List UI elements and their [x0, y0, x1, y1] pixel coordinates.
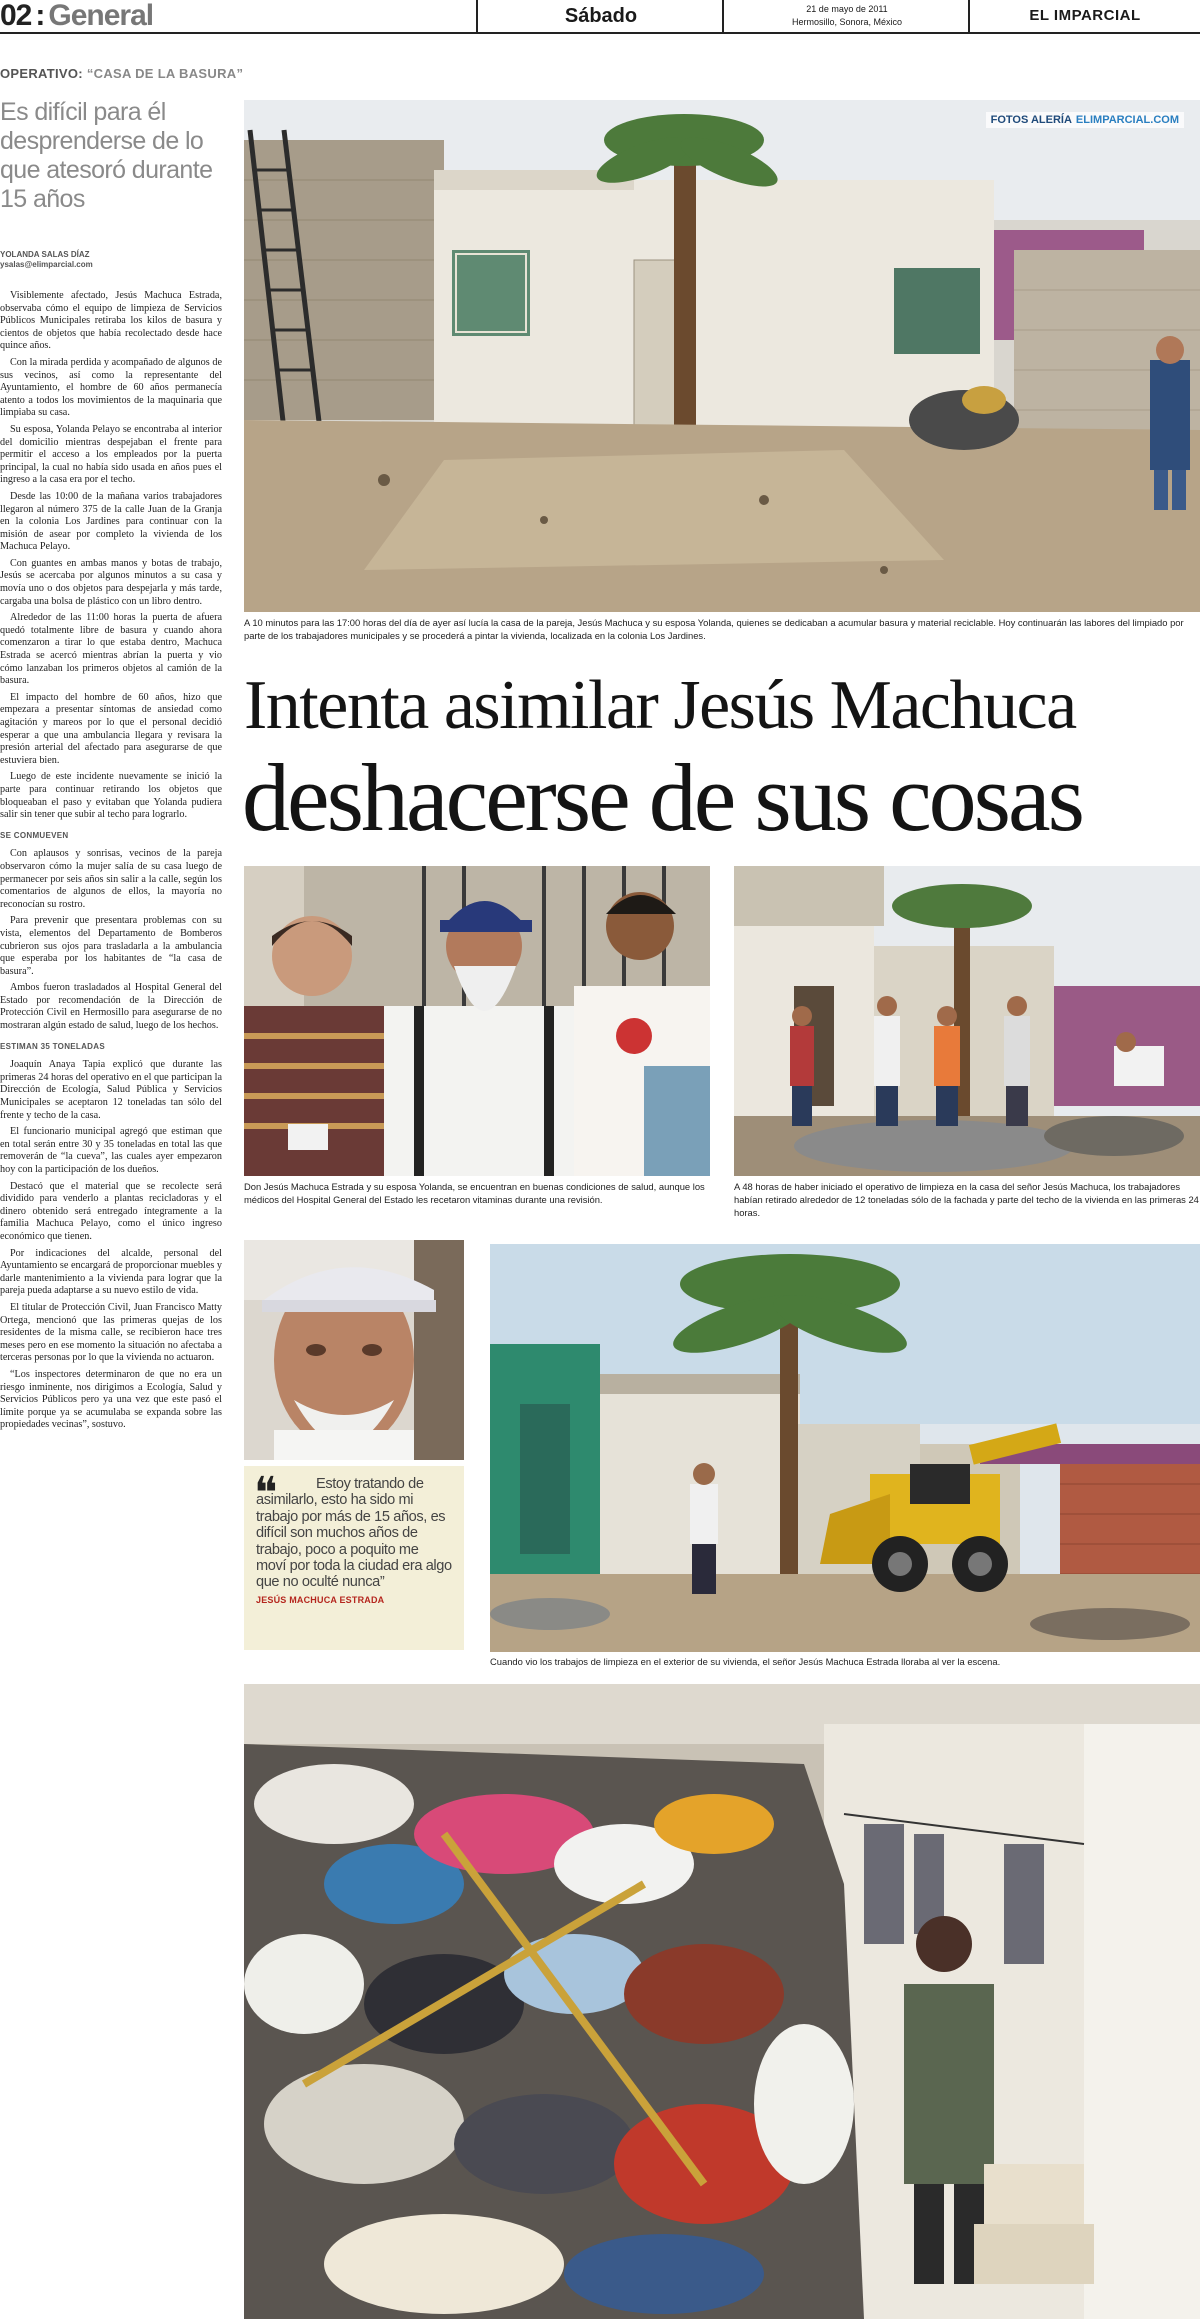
- photo-credit: [986, 112, 1184, 128]
- article-subhead: SE CONMUEVEN: [0, 830, 69, 840]
- byline-name: YOLANDA SALAS DÍAZ: [0, 250, 90, 259]
- couple-photo-caption: Don Jesús Machuca Estrada y su esposa Yolanda, se encuentran en buenas condiciones de salud, aunque los médicos del Hospital General del Estado les recetaron vitaminas durante una revisión.: [244, 1181, 705, 1205]
- article-paragraph: Alrededor de las 11:00 horas la puerta de afuera quedó totalmente libre de basura y cuando ahora comenzaron a tirar lo que estaba dentro, Machuca Estrada se acercó mientras abrían la puerta y vio cómo lanzaban los primeros objetos al camión de la basura.: [0, 612, 222, 687]
- kicker-label: OPERATIVO:: [0, 66, 83, 81]
- section-name: General: [48, 0, 154, 32]
- headline-line-2: deshacerse de sus cosas: [242, 744, 1082, 851]
- main-photo-caption: A 10 minutos para las 17:00 horas del día de ayer así lucía la casa de la pareja, Jesús Machuca y su esposa Yolanda, quienes se dedicaban a acumular basura y material reciclable. Hoy continuarán las labores del limpiado por parte de los trabajadores municipales y se procederá a pintar la vivienda, localizada en la colonia Los Jardines.: [244, 617, 1184, 641]
- main-photo: [244, 100, 1200, 612]
- pull-quote-author: JESÚS MACHUCA ESTRADA: [256, 1594, 385, 1605]
- photo-credit-label: FOTOS ALERÍA: [990, 114, 1072, 126]
- byline-email: ysalas@elimparcial.com: [0, 260, 93, 269]
- article-paragraph: Con guantes en ambas manos y botas de trabajo, Jesús se acercaba por algunos minutos a su casa y movía uno o dos objetos para despejarla y más tarde, cargaba una bolsa de plástico con un libro dentro.: [0, 557, 222, 607]
- loader-photo: [490, 1244, 1200, 1652]
- article-paragraph: El impacto del hombre de 60 años, hizo que empezara a presentar síntomas de ansiedad como agitación y mareos por lo que el personal decidió esperar a que una ambulancia llegara y revisara la presión arterial del afectado para asegurarse de que estuviera bien.: [0, 691, 222, 766]
- article-paragraph: Con aplausos y sonrisas, vecinos de la pareja observaron cómo la mujer salía de su casa luego de permanecer por seis años sin salir a la calle, según los comentarios de algunos de ellos, la mayoría no reconocían su rostro.: [0, 848, 222, 910]
- article-paragraph: Desde las 10:00 de la mañana varios trabajadores llegaron al número 375 de la calle Juan de la Granja en la colonia Los Jardines para continuar con la misión de asear por completo la vivienda de los Machuca Pelayo.: [0, 490, 222, 553]
- couple-photo: [244, 866, 710, 1176]
- portrait-photo: [244, 1240, 464, 1460]
- article-paragraph: “Los inspectores determinaron de que no era un riesgo inminente, nos dirigimos a Ecología, Salud y Servicios Públicos pero ya una vez que este pasó el límite porque ya se acumulaba se expanda sobre las propiedades vecinas”, sostuvo.: [0, 1368, 222, 1431]
- loader-photo-caption: Cuando vio los trabajos de limpieza en el exterior de su vivienda, el señor Jesús Machuca Estrada lloraba al ver la escena.: [490, 1656, 1001, 1667]
- workers-photo-caption: A 48 horas de haber iniciado el operativo de limpieza en la casa del señor Jesús Machuca, los trabajadores habían retirado alrededor de 12 toneladas sólo de la fachada y parte del techo de la vivienda en las primeras 24 horas.: [734, 1181, 1199, 1218]
- interior-photo: [244, 1684, 1200, 2319]
- article-paragraph: Visiblemente afectado, Jesús Machuca Estrada, observaba cómo el equipo de limpieza de Servicios Públicos Municipales retiraba los kilos de basura y cientos de objetos que había recolectado desde hace quince años.: [0, 290, 222, 352]
- section-separator: :: [35, 0, 45, 32]
- article-paragraph: Joaquín Anaya Tapia explicó que durante las primeras 24 horas del operativo en el que participan la Dirección de Ecología, Salud Pública y Servicios Municipales se aceptaron 12 toneladas tan sólo del frente y techo de la casa.: [0, 1059, 222, 1121]
- article-paragraph: Luego de este incidente nuevamente se inició la parte para continuar retirando los objetos que bloqueaban el paso y evitaban que Yolanda pudiera salir sin tener que subir al techo para lograrlo.: [0, 771, 222, 821]
- section-label: [0, 0, 153, 32]
- article-paragraph: Con la mirada perdida y acompañado de algunos de sus vecinos, así como la representante del Ayuntamiento, el hombre de 60 años permanecía atento a todos los movimientos de la maquinaria que limpiaba su casa.: [0, 356, 222, 419]
- article-paragraph: Destacó que el material que se recolecte será dividido para venderlo a plantas recicladoras y el dinero obtenido será entregado íntegramente a la familia Machuca Pelayo, como el único ingreso económico que tienen.: [0, 1180, 222, 1242]
- article-paragraph: Ambos fueron trasladados al Hospital General del Estado por recomendación de la Dirección de Protección Civil en Hermosillo para asegurarse de no mostraran algún estado de salud, luego de los hechos.: [0, 982, 222, 1032]
- pull-quote-text: Estoy tratando de asimilarlo, esto ha sido mi trabajo por más de 15 años, es difícil son muchos años de trabajo, poco a poquito me moví por toda la ciudad era algo que no oculté nunca”: [256, 1476, 452, 1591]
- date-text: 21 de mayo de 2011: [806, 4, 888, 14]
- article-paragraph: Su esposa, Yolanda Pelayo se encontraba al interior del domicilio mientras despejaban el frente para permitir el acceso a los empleados por la puerta principal, la cual no había sido usada en años pues el ingreso a la casa era por el techo.: [0, 423, 222, 486]
- article-paragraph: El titular de Protección Civil, Juan Francisco Matty Ortega, mencionó que las primeras quejas de los residentes de la misma calle, se recibieron hace tres meses pero en ese momento la situación no afectaba a terceras personas por lo que la vivienda no actuaron.: [0, 1301, 222, 1364]
- dateline: [722, 0, 970, 32]
- day-label: Sábado: [476, 0, 724, 32]
- story-deck: Es difícil para él desprenderse de lo que atesoró durante 15 años: [0, 98, 213, 213]
- kicker: [0, 66, 243, 81]
- article-paragraph: Por indicaciones del alcalde, personal del Ayuntamiento se encargará de proporcionar muebles y darle mantenimiento a la vivienda para lograr que la pareja pueda adaptarse a su nuevo estilo de vida.: [0, 1247, 222, 1297]
- pull-quote: [244, 1466, 464, 1650]
- page-header: [0, 0, 1200, 34]
- page-number: 02: [0, 0, 32, 32]
- article-paragraph: El funcionario municipal agregó que estiman que en total serán entre 30 y 35 toneladas en total las que removerán de “la cueva”, las cuales ayer empezaron hoy con la participación de los dueños.: [0, 1126, 222, 1175]
- article-body: [0, 290, 222, 1436]
- article-paragraph: Para prevenir que presentara problemas con su vista, elementos del Departamento de Bomberos cubrieron sus ojos para trasladarla a la ambulancia que esperaba por los habitantes de “la casa de basura”.: [0, 915, 222, 977]
- quote-mark-icon: ❝: [254, 1468, 278, 1519]
- newspaper-name: EL IMPARCIAL: [968, 0, 1200, 32]
- workers-photo: [734, 866, 1200, 1176]
- article-subhead: ESTIMAN 35 TONELADAS: [0, 1041, 105, 1051]
- photo-credit-site: ELIMPARCIAL.COM: [1075, 114, 1179, 126]
- headline-line-1: Intenta asimilar Jesús Machuca: [244, 667, 1076, 744]
- city-text: Hermosillo, Sonora, México: [791, 17, 903, 27]
- kicker-topic: “CASA DE LA BASURA”: [86, 66, 244, 81]
- byline: [0, 250, 230, 270]
